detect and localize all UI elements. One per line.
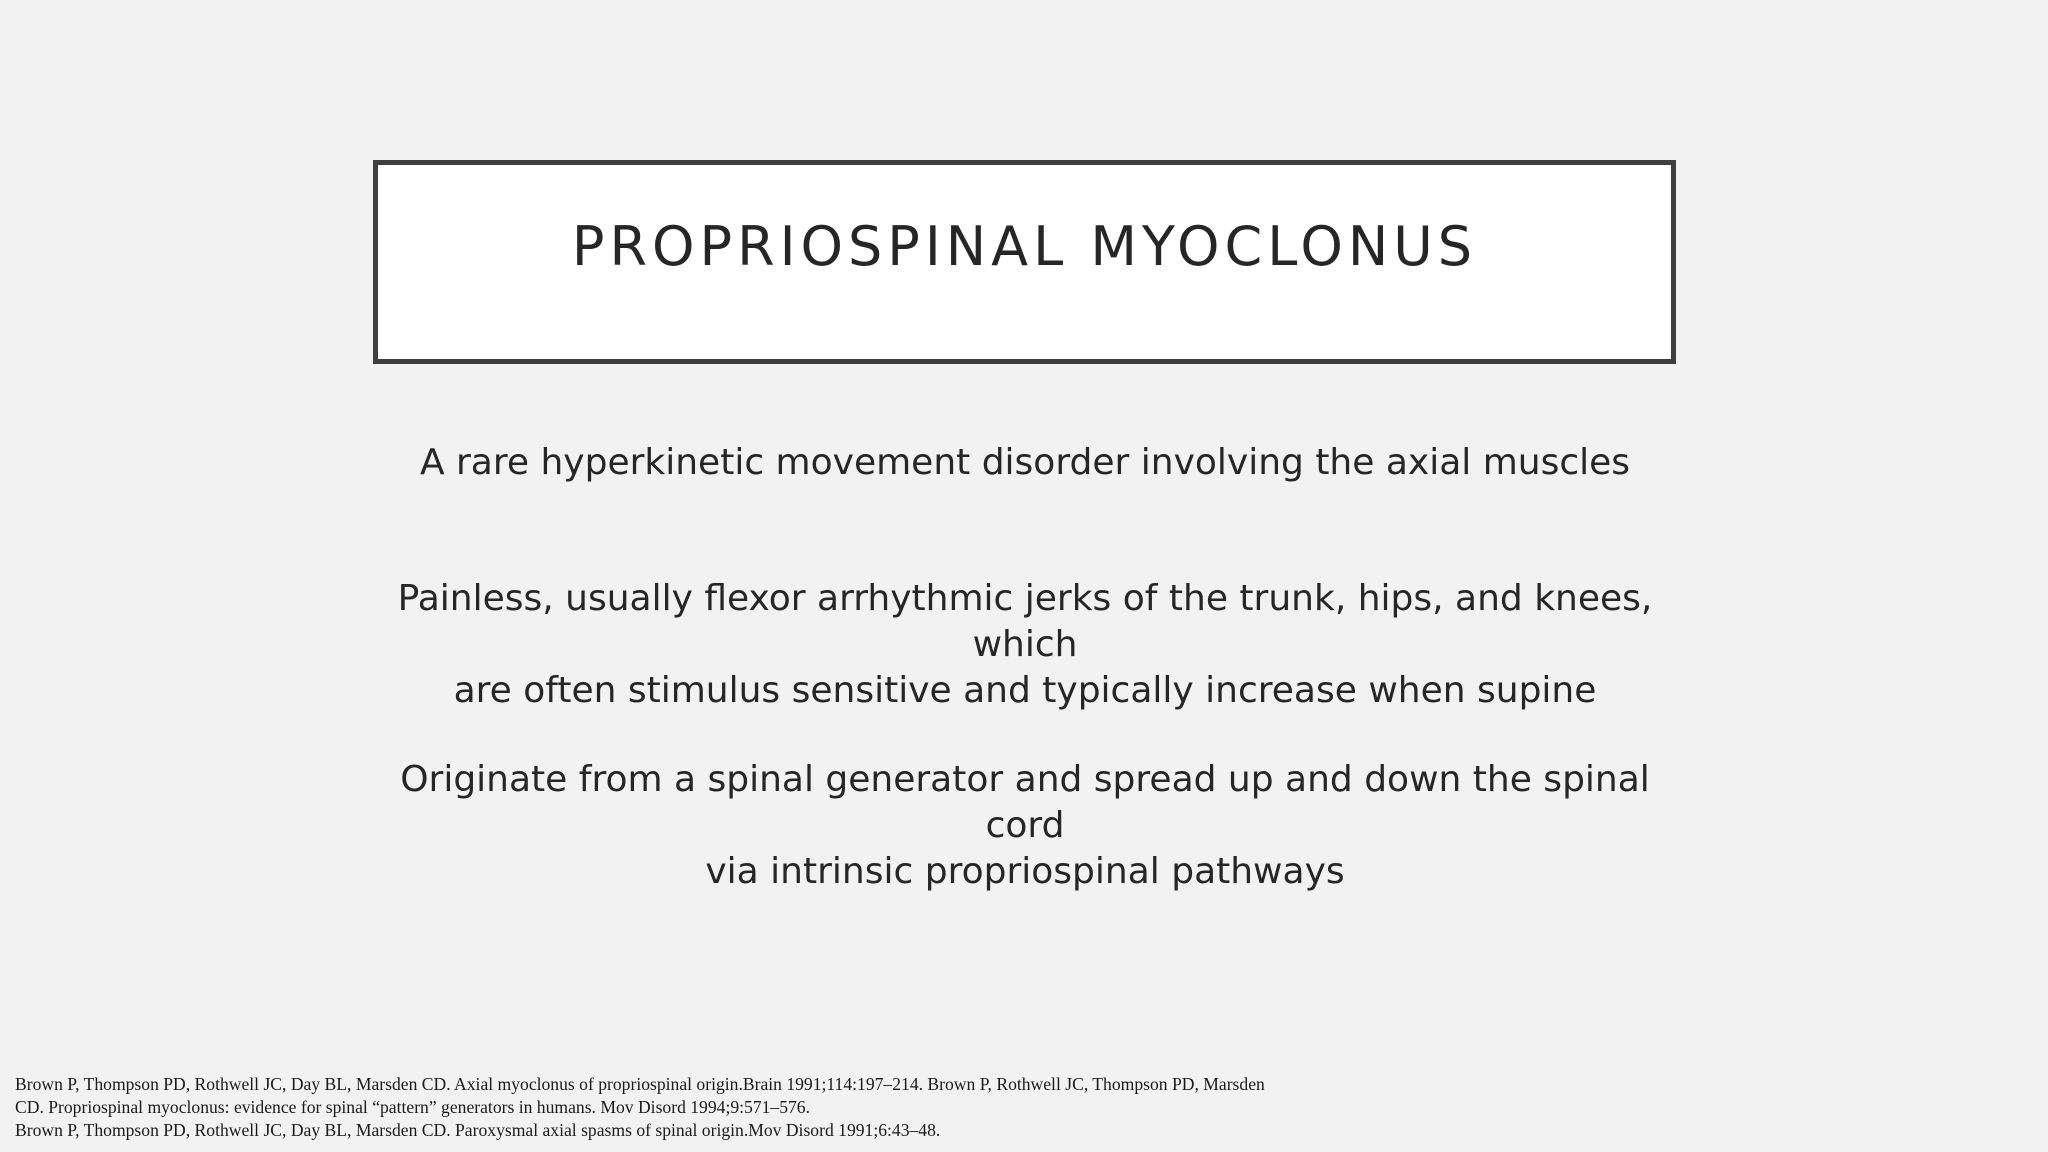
title-box xyxy=(373,160,1676,364)
references xyxy=(15,1073,1435,1142)
bullet-point-1 xyxy=(360,440,1690,486)
bullet-point-3 xyxy=(360,757,1690,895)
reference-line-2: CD. Propriospinal myoclonus: evidence for spinal “pattern” generators in humans. Mov Disord 1994;9:571–576. xyxy=(15,1097,811,1117)
reference-line-3: Brown P, Thompson PD, Rothwell JC, Day BL, Marsden CD. Paroxysmal axial spasms of spinal origin.Mov Disord 1991;6:43–48. xyxy=(15,1120,941,1140)
bullet-3-line-2: via intrinsic propriospinal pathways xyxy=(705,851,1345,892)
slide-title: PROPRIOSPINAL MYOCLONUS xyxy=(571,215,1478,278)
bullet-2-line-2: are often stimulus sensitive and typically increase when supine xyxy=(453,670,1597,711)
bullet-point-2 xyxy=(360,576,1690,714)
reference-line-1: Brown P, Thompson PD, Rothwell JC, Day BL, Marsden CD. Axial myoclonus of propriospinal origin.Brain 1991;114:197–214. Brown P, Rothwell JC, Thompson PD, Marsden xyxy=(15,1074,1265,1094)
bullet-2-line-1: Painless, usually flexor arrhythmic jerks of the trunk, hips, and knees, which xyxy=(397,578,1653,665)
bullet-3-line-1: Originate from a spinal generator and spread up and down the spinal cord xyxy=(400,759,1650,846)
bullet-1-line-1: A rare hyperkinetic movement disorder involving the axial muscles xyxy=(419,442,1631,483)
